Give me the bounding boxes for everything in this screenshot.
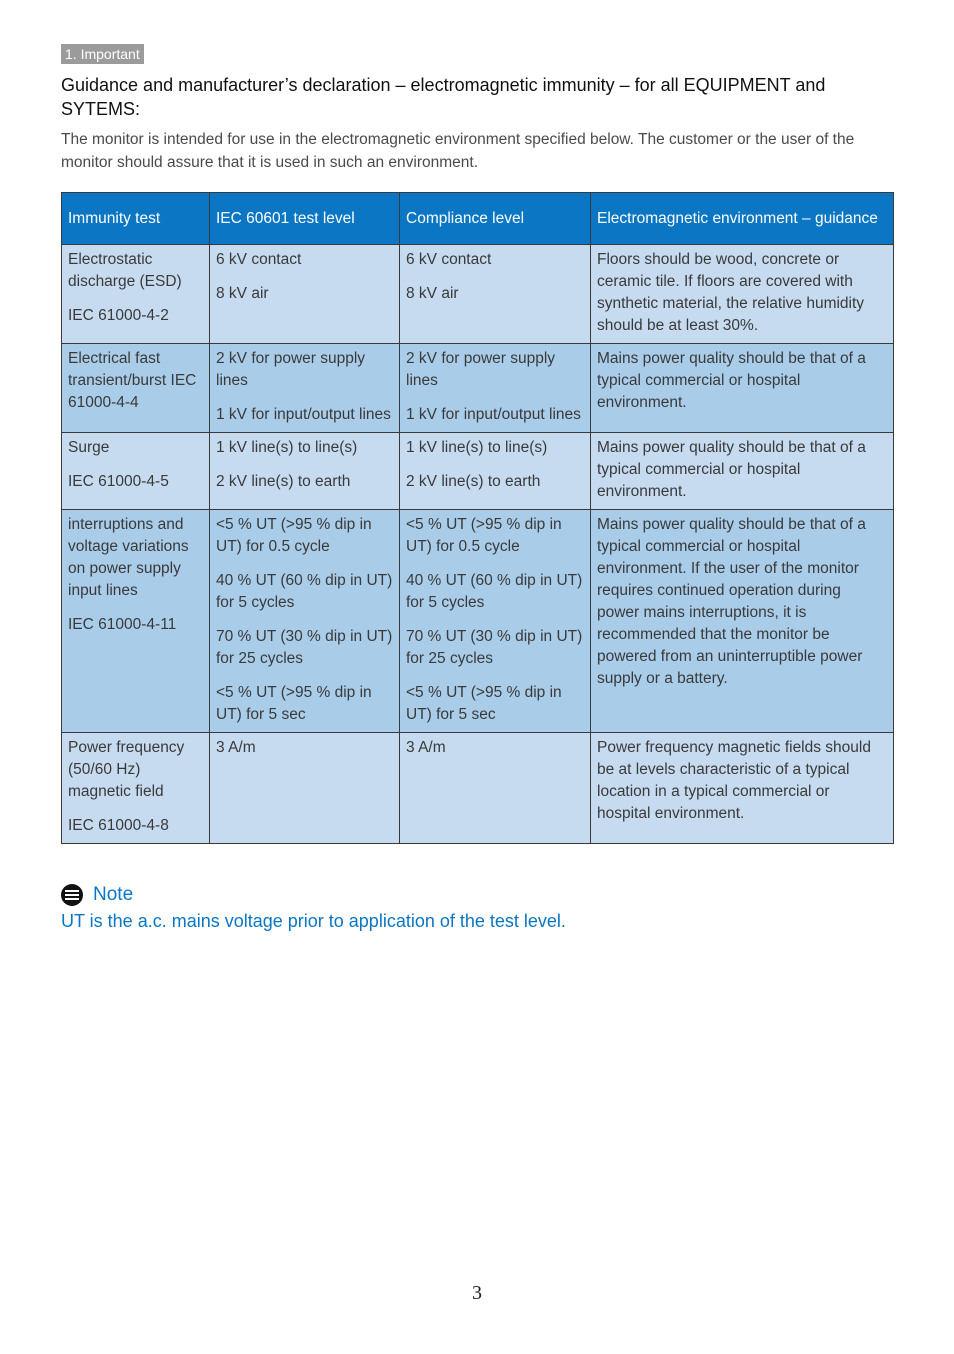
table-row xyxy=(62,433,894,510)
cell-guidance xyxy=(591,433,894,510)
page-number: 3 xyxy=(472,1282,482,1304)
cell-immunity-test xyxy=(62,733,210,844)
table-row xyxy=(62,510,894,733)
table-row xyxy=(62,245,894,344)
cell-text: <5 % UT (>95 % dip in UT) for 5 sec xyxy=(406,684,562,723)
cell-guidance xyxy=(591,344,894,433)
cell-text: interruptions and voltage variations on power supply input lines xyxy=(68,516,189,599)
cell-text: 70 % UT (30 % dip in UT) for 25 cycles xyxy=(406,628,583,667)
cell-text: 1 kV line(s) to line(s) xyxy=(216,439,358,456)
note-text: UT is the a.c. mains voltage prior to application of the test level. xyxy=(61,911,566,931)
cell-text: IEC 61000-4-5 xyxy=(68,473,169,490)
cell-compliance-level xyxy=(400,344,591,433)
cell-test-level xyxy=(210,510,400,733)
cell-text: 2 kV for power supply lines xyxy=(216,350,366,389)
section-tag: 1. Important xyxy=(61,44,144,64)
table-row xyxy=(62,344,894,433)
cell-text: 70 % UT (30 % dip in UT) for 25 cycles xyxy=(216,628,393,667)
cell-text: Mains power quality should be that of a typical commercial or hospital environment. If the user of the monitor requires continued operation during power mains interruptions, it is recommended that the monitor be powered from an uninterruptible power supply or a battery. xyxy=(597,516,866,687)
cell-test-level xyxy=(210,433,400,510)
note-label: Note xyxy=(93,884,134,905)
cell-guidance xyxy=(591,510,894,733)
cell-text: Power frequency magnetic fields should be at levels characteristic of a typical location in a typical commercial or hospital environment. xyxy=(597,739,871,822)
cell-text: Mains power quality should be that of a typical commercial or hospital environment. xyxy=(597,439,866,500)
cell-text: 1 kV for input/output lines xyxy=(216,406,391,423)
cell-text: 3 A/m xyxy=(406,739,446,756)
cell-immunity-test xyxy=(62,245,210,344)
header-environment-guidance: Electromagnetic environment – guidance xyxy=(591,193,894,245)
emc-immunity-table xyxy=(61,192,894,844)
page-heading: Guidance and manufacturer’s declaration – electromagnetic immunity – for all EQUIPMENT and SYTEMS: xyxy=(61,75,826,119)
cell-guidance xyxy=(591,245,894,344)
cell-text: 2 kV for power supply lines xyxy=(406,350,556,389)
note-heading xyxy=(61,883,133,907)
table-header-row xyxy=(62,193,894,245)
cell-text: 8 kV air xyxy=(216,285,269,302)
cell-immunity-test xyxy=(62,510,210,733)
cell-text: IEC 61000-4-8 xyxy=(68,817,169,834)
cell-guidance xyxy=(591,733,894,844)
cell-text: <5 % UT (>95 % dip in UT) for 5 sec xyxy=(216,684,372,723)
cell-text: 2 kV line(s) to earth xyxy=(216,473,351,490)
cell-text: Power frequency (50/60 Hz) magnetic field xyxy=(68,739,185,800)
cell-test-level xyxy=(210,344,400,433)
cell-immunity-test xyxy=(62,433,210,510)
cell-compliance-level xyxy=(400,510,591,733)
cell-text: 3 A/m xyxy=(216,739,256,756)
cell-text: 1 kV for input/output lines xyxy=(406,406,581,423)
cell-text: 8 kV air xyxy=(406,285,459,302)
cell-text: <5 % UT (>95 % dip in UT) for 0.5 cycle xyxy=(216,516,372,555)
cell-text: <5 % UT (>95 % dip in UT) for 0.5 cycle xyxy=(406,516,562,555)
cell-text: 40 % UT (60 % dip in UT) for 5 cycles xyxy=(406,572,583,611)
table-row xyxy=(62,733,894,844)
header-test-level: IEC 60601 test level xyxy=(210,193,400,245)
cell-text: 40 % UT (60 % dip in UT) for 5 cycles xyxy=(216,572,393,611)
cell-test-level xyxy=(210,245,400,344)
cell-compliance-level xyxy=(400,433,591,510)
cell-text: Electrostatic discharge (ESD) xyxy=(68,251,182,290)
cell-immunity-test xyxy=(62,344,210,433)
cell-text: IEC 61000-4-11 xyxy=(68,616,177,633)
cell-text: Mains power quality should be that of a typical commercial or hospital environment. xyxy=(597,350,866,411)
cell-text: 2 kV line(s) to earth xyxy=(406,473,541,490)
cell-text: Floors should be wood, concrete or ceramic tile. If floors are covered with synthetic material, the relative humidity should be at least 30%. xyxy=(597,251,865,334)
cell-compliance-level xyxy=(400,245,591,344)
intro-paragraph: The monitor is intended for use in the electromagnetic environment specified below. The customer or the user of the monitor should assure that it is used in such an environment. xyxy=(61,131,855,171)
cell-text: Electrical fast transient/burst IEC 61000-4-4 xyxy=(68,350,197,411)
cell-text: IEC 61000-4-2 xyxy=(68,307,169,324)
header-compliance-level: Compliance level xyxy=(400,193,591,245)
cell-text: Surge xyxy=(68,439,110,456)
cell-test-level xyxy=(210,733,400,844)
cell-text: 6 kV contact xyxy=(406,251,492,268)
note-icon xyxy=(61,884,83,906)
header-immunity-test: Immunity test xyxy=(62,193,210,245)
cell-text: 6 kV contact xyxy=(216,251,302,268)
cell-text: 1 kV line(s) to line(s) xyxy=(406,439,548,456)
cell-compliance-level xyxy=(400,733,591,844)
